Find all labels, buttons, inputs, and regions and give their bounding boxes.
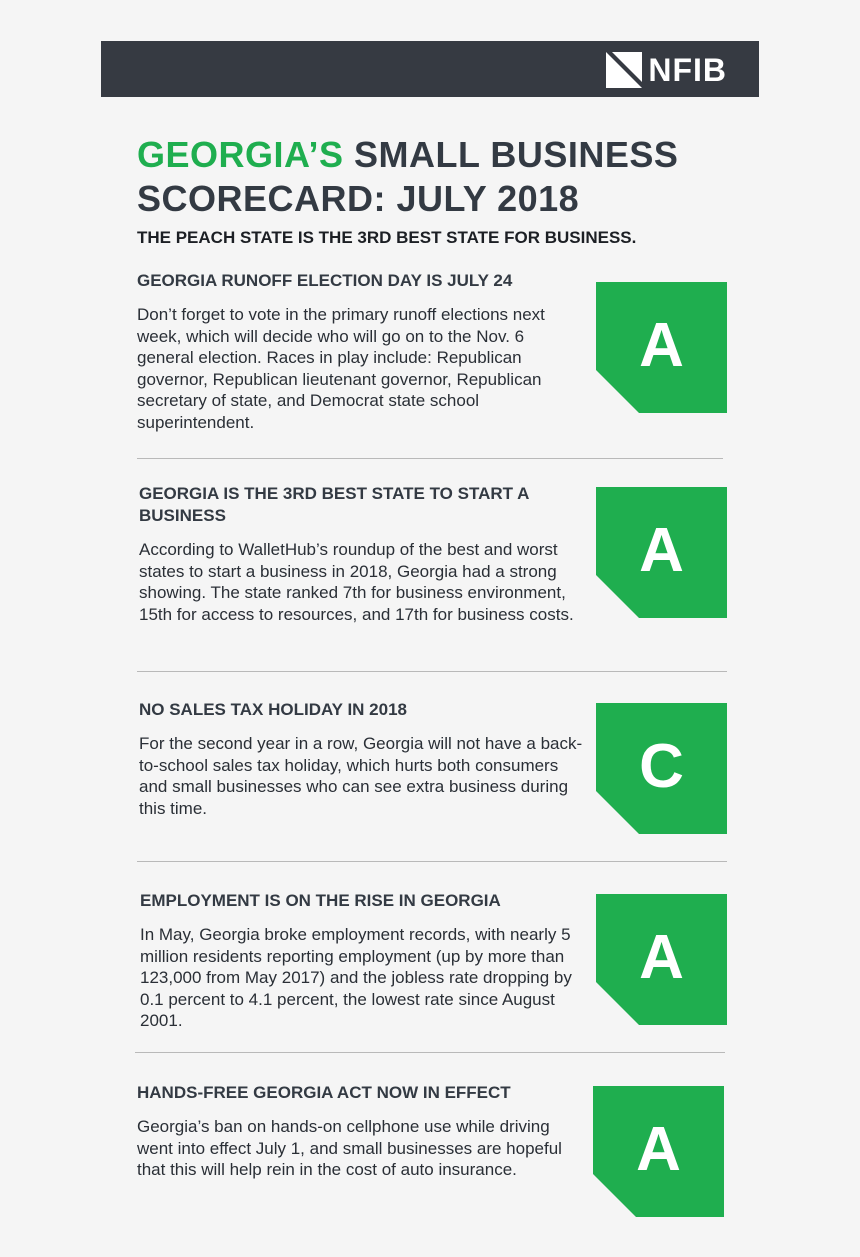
page-subtitle: THE PEACH STATE IS THE 3RD BEST STATE FOR BUSINESS. [137,228,637,247]
scorecard-item-5 [137,1082,582,1181]
grade-badge [593,1086,724,1217]
item-body: In May, Georgia broke employment records, with nearly 5 million residents reporting employment (up by more than 123,000 from May 2017) and the jobless rate dropping by 0.1 percent to 4.1 percent, the lowest rate since August 2001. [140,925,572,1030]
divider [137,458,723,459]
grade-badge [596,282,727,413]
scorecard-item-3 [139,699,584,819]
item-body: For the second year in a row, Georgia will not have a back-to-school sales tax holiday, which hurts both consumers and small businesses who can see extra business during this time. [139,734,583,818]
scorecard-item-2 [139,483,584,625]
item-heading: GEORGIA RUNOFF ELECTION DAY IS JULY 24 [137,271,513,290]
scorecard-item-4 [140,890,585,1032]
grade-badge [596,894,727,1025]
nfib-mark-icon [606,52,642,88]
item-heading: NO SALES TAX HOLIDAY IN 2018 [139,700,407,719]
divider [137,671,727,672]
nfib-logo [606,51,727,89]
scorecard-item-1 [137,270,577,433]
divider [137,861,727,862]
title-rest: SMALL BUSINESS SCORECARD: JULY 2018 [137,134,679,219]
item-heading: EMPLOYMENT IS ON THE RISE IN GEORGIA [140,891,501,910]
logo-text: NFIB [648,51,727,88]
title-highlight: GEORGIA’S [137,134,344,175]
grade-letter: A [639,311,684,380]
item-body: According to WalletHub’s roundup of the best and worst states to start a business in 2018, Georgia had a strong showing. The state ranked 7th for business environment, 15th for access to resources, and 17th for business costs. [139,540,574,624]
grade-letter: A [639,516,684,585]
header-bar [101,41,759,97]
grade-letter: C [639,732,684,801]
page-title [137,133,757,221]
grade-badge [596,487,727,618]
item-heading: HANDS-FREE GEORGIA ACT NOW IN EFFECT [137,1083,511,1102]
grade-letter: A [639,923,684,992]
divider [135,1052,725,1053]
grade-badge [596,703,727,834]
item-body: Don’t forget to vote in the primary runoff elections next week, which will decide who will go on to the Nov. 6 general election. Races in play include: Republican governor, Republican lieutenant governor, Republican secretary of state, and Democrat state school superintendent. [137,305,545,432]
grade-letter: A [636,1115,681,1184]
item-heading: GEORGIA IS THE 3RD BEST STATE TO START A BUSINESS [139,484,529,525]
item-body: Georgia’s ban on hands-on cellphone use while driving went into effect July 1, and small businesses are hopeful that this will help rein in the cost of auto insurance. [137,1117,562,1179]
